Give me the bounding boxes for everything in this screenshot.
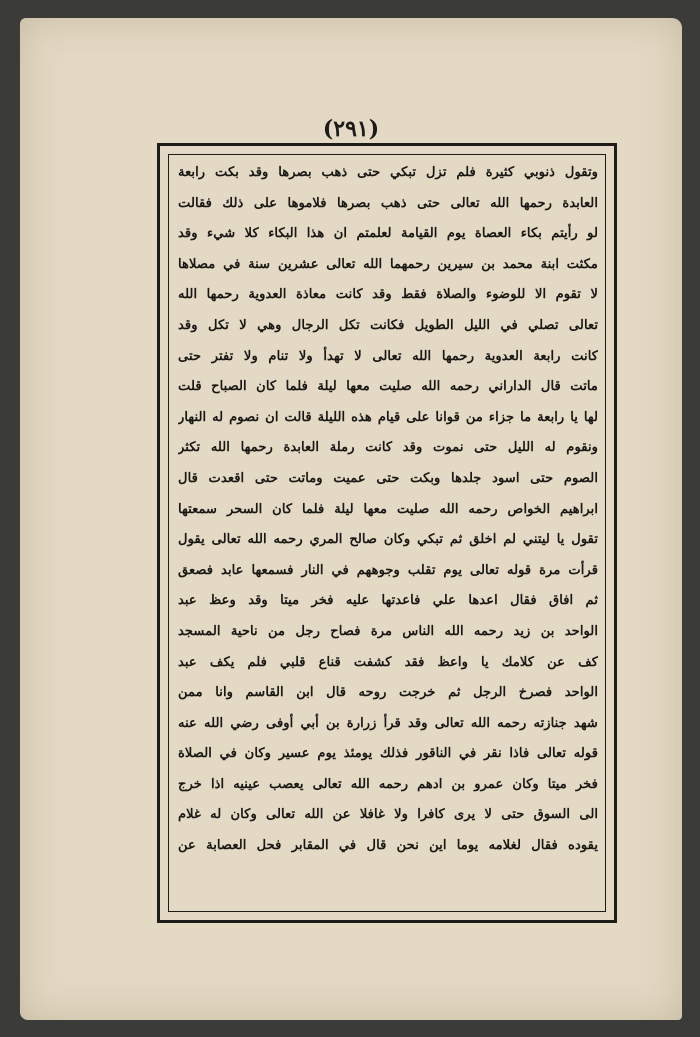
- text-frame: [157, 143, 617, 923]
- text-line: قوله تعالى فاذا نقر في الناقور فذلك يومئذ يوم عسير وكان في الصلاة: [178, 746, 598, 762]
- text-line: لو رأيتم بكاء العصاة يوم القيامة لعلمتم ان هذا البكاء كلا شيء وقد: [178, 226, 598, 242]
- arabic-text-block: [178, 158, 598, 862]
- text-line: ونقوم له الليل حتى نموت وقد كانت رملة العابدة رحمها الله تكثر: [178, 440, 598, 456]
- text-line: مكثت ابنة محمد بن سيرين رحمهما الله تعالى عشرين سنة في مصلاها: [178, 256, 598, 272]
- text-line: العابدة رحمها الله تعالى حتى ذهب بصرها فلاموها على ذلك فقالت: [178, 195, 598, 211]
- page-number: (٢٩١): [322, 116, 380, 142]
- book-page: [20, 18, 682, 1020]
- text-line: تقول يا ليتني لم اخلق ثم تبكي وكان صالح المري رحمه الله تعالى يقول: [178, 532, 598, 548]
- text-line: قرأت مرة قوله تعالى يوم تقلب وجوههم في النار فسمعها عابد فصعق: [178, 562, 598, 578]
- text-line: كف عن كلامك يا واعظ فقد كشفت قناع قلبي فلم يكف عبد: [178, 654, 598, 670]
- text-line: الواحد بن زيد رحمه الله الناس مرة فصاح رجل من ناحية المسجد: [178, 623, 598, 639]
- text-line: كانت رابعة العدوية رحمها الله تعالى لا تهدأ ولا تنام ولا تفتر حتى: [178, 348, 598, 364]
- text-line: الى السوق حتى لا يرى كافرا ولا غافلا عن الله تعالى وكان له غلام: [178, 807, 598, 823]
- text-line: الواحد فصرخ الرجل ثم خرجت روحه قال ابن القاسم وانا ممن: [178, 685, 598, 701]
- text-line: ابراهيم الخواص رحمه الله صليت معها ليلة فلما كان السحر سمعتها: [178, 501, 598, 517]
- text-line: شهد جنازته رحمه الله تعالى وقد قرأ زرارة بن أبي أوفى رضي الله عنه: [178, 715, 598, 731]
- text-line: يقوده فقال لغلامه يوما اين نحن قال في المقابر فحل العصابة عن: [178, 838, 598, 854]
- text-line: ثم افاق فقال اعدها علي فاعدتها عليه فخر ميتا وقد وعظ عبد: [178, 593, 598, 609]
- text-line: ماتت قال الداراني رحمه الله صليت معها ليلة فلما كان الصباح قلت: [178, 379, 598, 395]
- text-line: تعالى تصلي في الليل الطويل فكانت تكل الرجال وهي لا تكل وقد: [178, 317, 598, 333]
- text-line: فخر ميتا وكان عمرو بن ادهم رحمه الله تعالى يعصب عينيه اذا خرج: [178, 776, 598, 792]
- text-line: لا تقوم الا للوضوء والصلاة فقط وقد كانت معاذة العدوية رحمها الله: [178, 287, 598, 303]
- text-line: وتقول ذنوبي كثيرة فلم تزل تبكي حتى ذهب بصرها وقد بكت رابعة: [178, 165, 598, 180]
- text-line: الصوم حتى اسود جلدها وبكت حتى عميت وماتت حتى اقعدت قال: [178, 470, 598, 486]
- text-line: لها يا رابعة ما جزاء من قوانا على قيام هذه الليلة قالت ان نصوم له النهار: [178, 409, 598, 425]
